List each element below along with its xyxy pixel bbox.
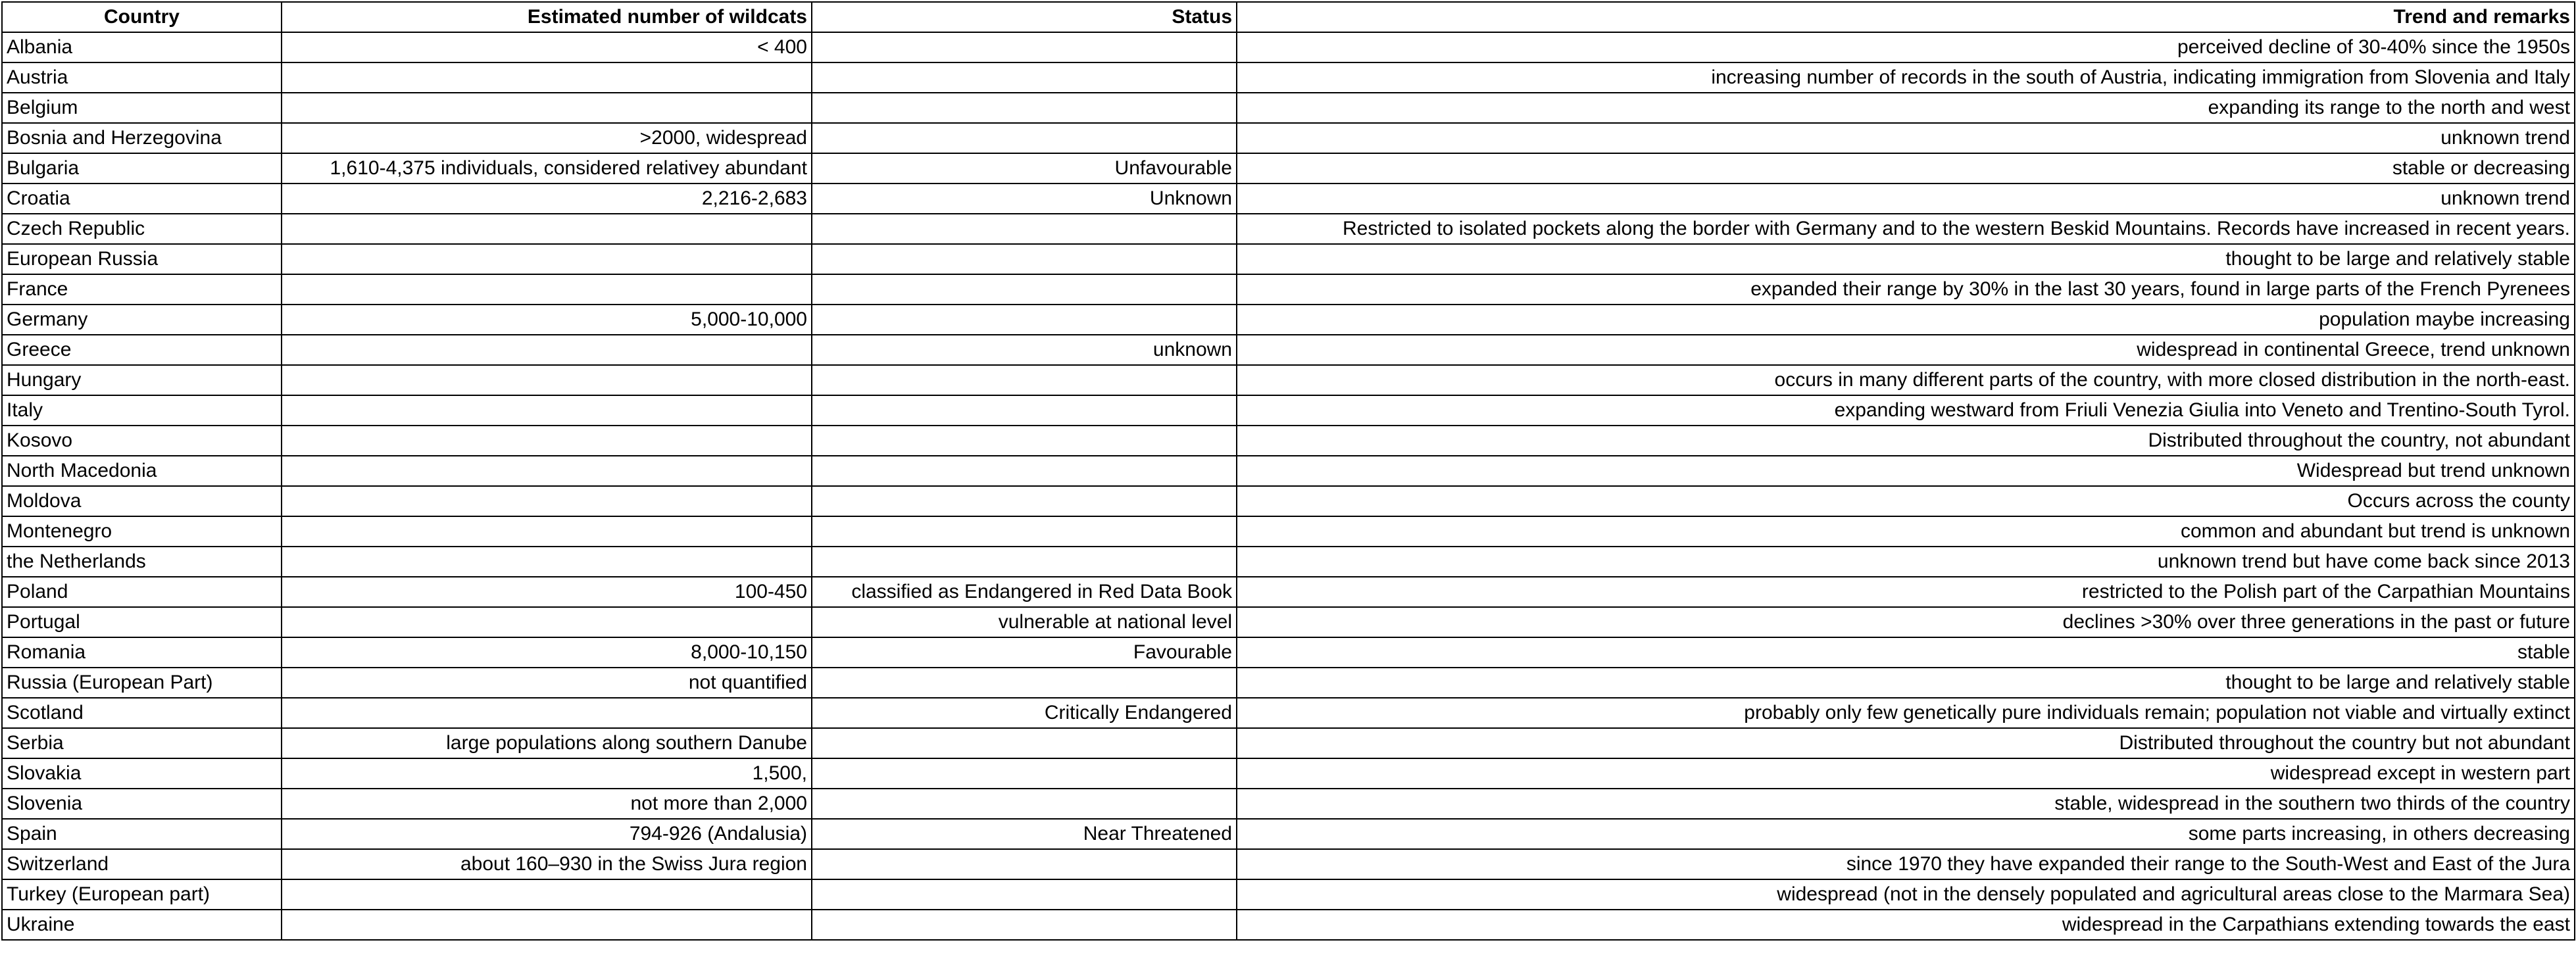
- cell-status: [812, 879, 1237, 910]
- cell-status: Unfavourable: [812, 153, 1237, 184]
- table-row: [2, 426, 2575, 456]
- cell-trend: expanding westward from Friuli Venezia Giulia into Veneto and Trentino-South Tyrol.: [1237, 395, 2575, 426]
- cell-estimated: [282, 516, 812, 547]
- cell-estimated: 8,000-10,150: [282, 637, 812, 668]
- cell-status: [812, 365, 1237, 395]
- cell-country: Hungary: [2, 365, 282, 395]
- cell-trend: widespread (not in the densely populated and agricultural areas close to the Marmara Sea): [1237, 879, 2575, 910]
- cell-status: [812, 910, 1237, 940]
- cell-trend: increasing number of records in the south of Austria, indicating immigration from Slovenia and Italy: [1237, 62, 2575, 93]
- cell-country: North Macedonia: [2, 456, 282, 486]
- cell-country: Serbia: [2, 728, 282, 758]
- cell-estimated: large populations along southern Danube: [282, 728, 812, 758]
- table-row: [2, 62, 2575, 93]
- cell-trend: unknown trend: [1237, 184, 2575, 214]
- cell-trend: stable, widespread in the southern two thirds of the country: [1237, 789, 2575, 819]
- table-row: [2, 819, 2575, 849]
- cell-estimated: >2000, widespread: [282, 123, 812, 153]
- cell-estimated: [282, 486, 812, 516]
- cell-country: Slovenia: [2, 789, 282, 819]
- cell-estimated: 100-450: [282, 577, 812, 607]
- cell-status: [812, 62, 1237, 93]
- cell-trend: common and abundant but trend is unknown: [1237, 516, 2575, 547]
- cell-estimated: < 400: [282, 32, 812, 62]
- cell-status: [812, 395, 1237, 426]
- cell-status: [812, 547, 1237, 577]
- table-row: [2, 758, 2575, 789]
- table-row: [2, 728, 2575, 758]
- cell-trend: expanding its range to the north and west: [1237, 93, 2575, 123]
- cell-estimated: [282, 244, 812, 274]
- cell-estimated: [282, 93, 812, 123]
- cell-country: Slovakia: [2, 758, 282, 789]
- column-header-trend: Trend and remarks: [1237, 2, 2575, 32]
- table-row: [2, 607, 2575, 637]
- cell-estimated: [282, 335, 812, 365]
- cell-estimated: 5,000-10,000: [282, 305, 812, 335]
- cell-country: Bosnia and Herzegovina: [2, 123, 282, 153]
- cell-estimated: [282, 879, 812, 910]
- cell-status: Near Threatened: [812, 819, 1237, 849]
- table-row: [2, 547, 2575, 577]
- cell-trend: unknown trend: [1237, 123, 2575, 153]
- cell-status: [812, 789, 1237, 819]
- cell-estimated: [282, 214, 812, 244]
- cell-country: Moldova: [2, 486, 282, 516]
- table-row: [2, 93, 2575, 123]
- table-row: [2, 153, 2575, 184]
- cell-country: Switzerland: [2, 849, 282, 879]
- cell-estimated: [282, 365, 812, 395]
- table-row: [2, 456, 2575, 486]
- table-row: [2, 698, 2575, 728]
- cell-status: [812, 456, 1237, 486]
- cell-trend: unknown trend but have come back since 2013: [1237, 547, 2575, 577]
- cell-trend: Distributed throughout the country, not abundant: [1237, 426, 2575, 456]
- table-row: [2, 244, 2575, 274]
- table-row: [2, 184, 2575, 214]
- cell-status: [812, 93, 1237, 123]
- cell-country: Spain: [2, 819, 282, 849]
- table-row: [2, 123, 2575, 153]
- cell-status: [812, 758, 1237, 789]
- table-row: [2, 910, 2575, 940]
- cell-trend: widespread in continental Greece, trend unknown: [1237, 335, 2575, 365]
- cell-trend: declines >30% over three generations in the past or future: [1237, 607, 2575, 637]
- cell-estimated: 2,216-2,683: [282, 184, 812, 214]
- cell-status: [812, 516, 1237, 547]
- cell-estimated: [282, 456, 812, 486]
- cell-trend: occurs in many different parts of the country, with more closed distribution in the north-east.: [1237, 365, 2575, 395]
- cell-status: unknown: [812, 335, 1237, 365]
- table-row: [2, 879, 2575, 910]
- table-row: [2, 32, 2575, 62]
- cell-country: Romania: [2, 637, 282, 668]
- cell-status: [812, 305, 1237, 335]
- cell-country: France: [2, 274, 282, 305]
- table-row: [2, 577, 2575, 607]
- table-row: [2, 668, 2575, 698]
- cell-country: Czech Republic: [2, 214, 282, 244]
- column-header-estimated: Estimated number of wildcats: [282, 2, 812, 32]
- cell-estimated: not quantified: [282, 668, 812, 698]
- cell-country: Montenegro: [2, 516, 282, 547]
- cell-country: Scotland: [2, 698, 282, 728]
- cell-trend: since 1970 they have expanded their range to the South-West and East of the Jura: [1237, 849, 2575, 879]
- cell-estimated: [282, 698, 812, 728]
- column-header-status: Status: [812, 2, 1237, 32]
- cell-country: Croatia: [2, 184, 282, 214]
- cell-status: [812, 214, 1237, 244]
- cell-estimated: 794-926 (Andalusia): [282, 819, 812, 849]
- cell-trend: widespread except in western part: [1237, 758, 2575, 789]
- cell-trend: population maybe increasing: [1237, 305, 2575, 335]
- cell-trend: perceived decline of 30-40% since the 1950s: [1237, 32, 2575, 62]
- cell-status: [812, 244, 1237, 274]
- cell-trend: widespread in the Carpathians extending towards the east: [1237, 910, 2575, 940]
- cell-country: Poland: [2, 577, 282, 607]
- cell-status: [812, 32, 1237, 62]
- cell-estimated: [282, 910, 812, 940]
- cell-estimated: about 160–930 in the Swiss Jura region: [282, 849, 812, 879]
- cell-status: [812, 123, 1237, 153]
- cell-country: Italy: [2, 395, 282, 426]
- cell-country: Russia (European Part): [2, 668, 282, 698]
- cell-country: Germany: [2, 305, 282, 335]
- cell-trend: thought to be large and relatively stable: [1237, 244, 2575, 274]
- cell-trend: Restricted to isolated pockets along the border with Germany and to the western Beskid Mountains. Records have increased in recent years.: [1237, 214, 2575, 244]
- table-row: [2, 365, 2575, 395]
- cell-status: [812, 486, 1237, 516]
- cell-trend: Distributed throughout the country but not abundant: [1237, 728, 2575, 758]
- table-row: [2, 789, 2575, 819]
- cell-estimated: [282, 395, 812, 426]
- cell-trend: probably only few genetically pure individuals remain; population not viable and virtually extinct: [1237, 698, 2575, 728]
- cell-country: Belgium: [2, 93, 282, 123]
- cell-estimated: not more than 2,000: [282, 789, 812, 819]
- cell-estimated: 1,610-4,375 individuals, considered relativey abundant: [282, 153, 812, 184]
- cell-country: the Netherlands: [2, 547, 282, 577]
- table-row: [2, 849, 2575, 879]
- cell-country: Albania: [2, 32, 282, 62]
- cell-trend: some parts increasing, in others decreasing: [1237, 819, 2575, 849]
- cell-country: Greece: [2, 335, 282, 365]
- cell-country: Kosovo: [2, 426, 282, 456]
- cell-estimated: [282, 607, 812, 637]
- cell-estimated: [282, 62, 812, 93]
- cell-country: European Russia: [2, 244, 282, 274]
- column-header-country: Country: [2, 2, 282, 32]
- cell-country: Turkey (European part): [2, 879, 282, 910]
- cell-trend: expanded their range by 30% in the last 30 years, found in large parts of the French Pyrenees: [1237, 274, 2575, 305]
- cell-status: Unknown: [812, 184, 1237, 214]
- wildcat-population-table: [1, 1, 2575, 941]
- cell-status: [812, 274, 1237, 305]
- table-row: [2, 305, 2575, 335]
- cell-trend: stable: [1237, 637, 2575, 668]
- cell-country: Austria: [2, 62, 282, 93]
- cell-status: [812, 728, 1237, 758]
- cell-country: Portugal: [2, 607, 282, 637]
- cell-status: [812, 426, 1237, 456]
- table-row: [2, 395, 2575, 426]
- cell-country: Ukraine: [2, 910, 282, 940]
- table-row: [2, 486, 2575, 516]
- cell-status: vulnerable at national level: [812, 607, 1237, 637]
- table-body: [2, 32, 2575, 940]
- cell-estimated: [282, 274, 812, 305]
- table-row: [2, 637, 2575, 668]
- table-row: [2, 214, 2575, 244]
- wildcat-table-container: [1, 1, 2574, 941]
- table-row: [2, 274, 2575, 305]
- table-row: [2, 335, 2575, 365]
- cell-trend: Widespread but trend unknown: [1237, 456, 2575, 486]
- cell-trend: thought to be large and relatively stable: [1237, 668, 2575, 698]
- header-row: [2, 2, 2575, 32]
- cell-estimated: [282, 426, 812, 456]
- table-row: [2, 516, 2575, 547]
- cell-status: classified as Endangered in Red Data Book: [812, 577, 1237, 607]
- cell-trend: stable or decreasing: [1237, 153, 2575, 184]
- cell-status: Favourable: [812, 637, 1237, 668]
- cell-estimated: [282, 547, 812, 577]
- cell-trend: restricted to the Polish part of the Carpathian Mountains: [1237, 577, 2575, 607]
- cell-status: [812, 849, 1237, 879]
- cell-status: [812, 668, 1237, 698]
- cell-trend: Occurs across the county: [1237, 486, 2575, 516]
- cell-status: Critically Endangered: [812, 698, 1237, 728]
- cell-estimated: 1,500,: [282, 758, 812, 789]
- cell-country: Bulgaria: [2, 153, 282, 184]
